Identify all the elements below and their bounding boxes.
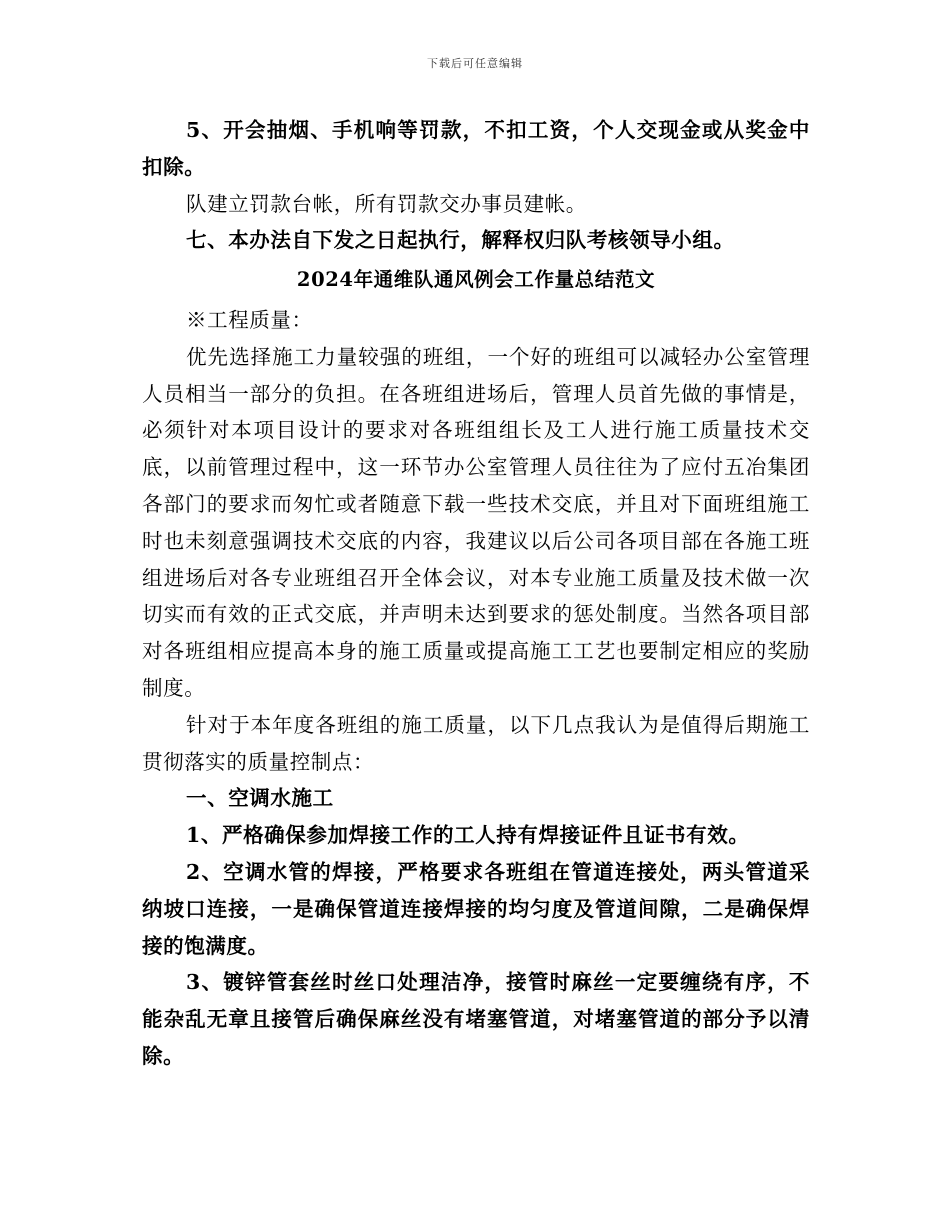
paragraph-quality-body: 优先选择施工力量较强的班组，一个好的班组可以减轻办公室管理人员相当一部分的负担。在各班组进场后，管理人员首先做的事情是，必须针对本项目设计的要求对各班组组长及工人进行施工质量技术交底，以前管理过程中，这一环节办公室管理人员往往为了应付五冶集团各部门的要求而匆忙或者随意下载一些技术交底，并且对下面班组施工时也未刻意强调技术交底的内容，我建议以后公司各项目部在各施工班组进场后对各专业班组召开全体会议，对本专业施工质量及技术做一次切实而有效的正式交底，并声明未达到要求的惩处制度。当然各项目部对各班组相应提高本身的施工质量或提高施工工艺也要制定相应的奖励制度。: [142, 344, 810, 700]
paragraph-quality-points-intro: 针对于本年度各班组的施工质量，以下几点我认为是值得后期施工贯彻落实的质量控制点：: [142, 712, 810, 774]
paragraph-rule-7: 七、本办法自下发之日起执行，解释权归队考核领导小组。: [186, 228, 735, 253]
section-heading-quality: ※工程质量：: [186, 307, 313, 332]
paragraph-item-3: 3、镀锌管套丝时丝口处理洁净，接管时麻丝一定要缠绕有序，不能杂乱无章且接管后确保麻丝没有堵塞管道，对堵塞管道的部分予以清除。: [142, 970, 810, 1068]
section-heading-hvac-water: 一、空调水施工: [186, 786, 334, 811]
paragraph-item-2: 2、空调水管的焊接，严格要求各班组在管道连接处，两头管道采纳坡口连接，一是确保管道连接焊接的均匀度及管道间隙，二是确保焊接的饱满度。: [142, 859, 810, 958]
paragraph-fine-ledger: 队建立罚款台帐，所有罚款交办事员建帐。: [186, 191, 587, 216]
paragraph-item-1: 1、严格确保参加焊接工作的工人持有焊接证件且证书有效。: [186, 823, 750, 848]
document-title: 2024年通维队通风例会工作量总结范文: [296, 268, 656, 292]
document-body: [142, 112, 810, 1075]
paragraph-rule-5: 5、开会抽烟、手机响等罚款，不扣工资，个人交现金或从奖金中扣除。: [142, 118, 810, 179]
page-header: 下载后可任意编辑: [427, 57, 523, 70]
